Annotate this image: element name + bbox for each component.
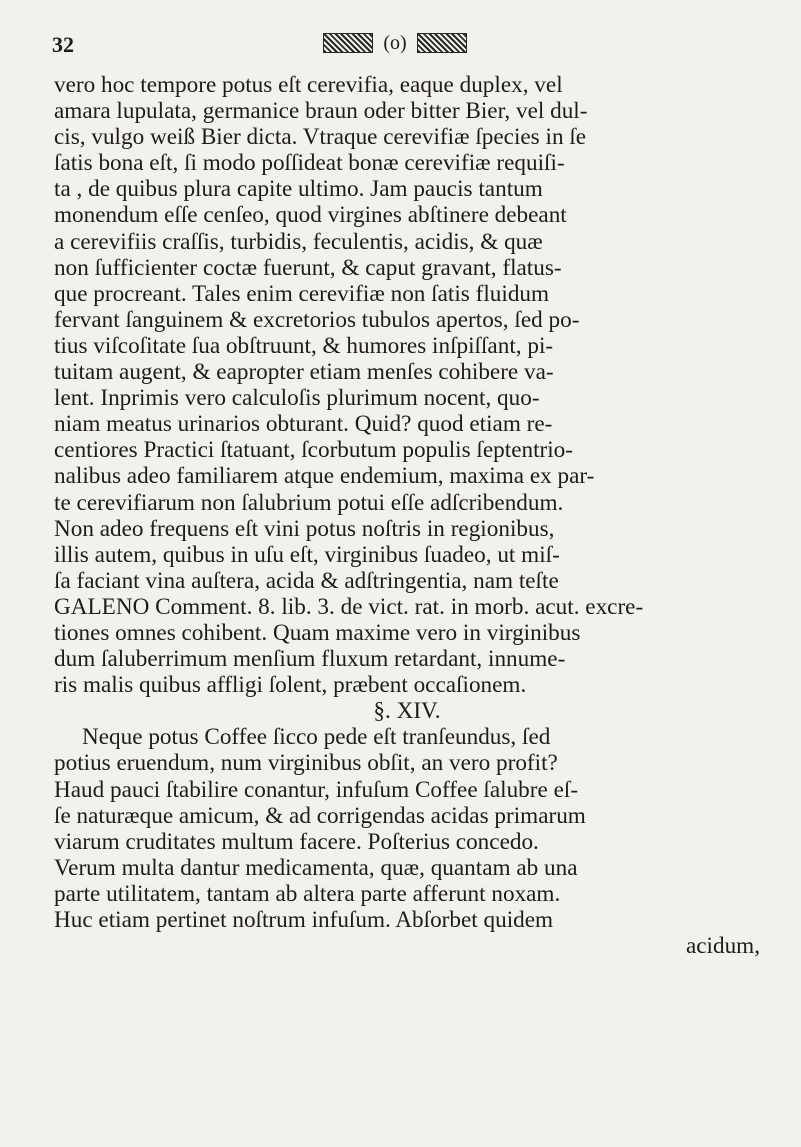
text-line: monendum eſſe cenſeo, quod virgines abſtinere debeant [54, 202, 567, 229]
text-line: que procreant. Tales enim cerevifiæ non ſatis fluidum [54, 280, 550, 307]
header-ornament [270, 30, 520, 56]
text-line: illis autem, quibus in uſu eſt, virginibus ſuadeo, ut miſ- [54, 541, 560, 568]
ornament-center: (o) [383, 31, 407, 54]
text-line: centiores Practici ſtatuant, ſcorbutum populis ſeptentrio- [54, 437, 574, 464]
text-line: ris malis quibus affligi ſolent, præbent occaſionem. [54, 672, 527, 699]
text-line: lent. Inprimis vero calculoſis plurimum nocent, quo- [54, 385, 540, 412]
text-line: Non adeo frequens eſt vini potus noſtris in regionibus, [54, 515, 555, 542]
text-line: niam meatus urinarios obturant. Quid? quod etiam re- [54, 411, 553, 438]
text-line: tius viſcoſitate ſua obſtruunt, & humores inſpiſſant, pi- [54, 332, 554, 359]
text-line: potius eruendum, num virginibus obſit, an vero profit? [54, 750, 558, 777]
ornament-left-block [323, 33, 373, 53]
text-line: ſe naturæque amicum, & ad corrigendas acidas primarum [54, 802, 586, 829]
body-text [54, 72, 760, 959]
text-line: Haud pauci ſtabilire conantur, infuſum Coffee ſalubre eſ- [54, 776, 579, 803]
text-line: ta , de quibus plura capite ultimo. Jam paucis tantum [54, 176, 543, 203]
text-line: dum ſaluberrimum menſium fluxum retardant, innume- [54, 646, 566, 673]
text-line: tuitam augent, & eapropter etiam menſes cohibere va- [54, 359, 554, 386]
text-line: a cerevifiis craſſis, turbidis, feculentis, acidis, & quæ [54, 228, 543, 255]
text-line: Neque potus Coffee ſicco pede eſt tranſeundus, ſed [82, 724, 551, 751]
section-heading: §. XIV. [373, 698, 441, 725]
text-line: tiones omnes cohibent. Quam maxime vero in virginibus [54, 619, 581, 646]
page-number: 32 [52, 32, 74, 57]
page-header [0, 28, 801, 58]
text-line: parte utilitatem, tantam ab altera parte afferunt noxam. [54, 880, 561, 907]
text-line: Verum multa dantur medicamenta, quæ, quantam ab una [54, 854, 578, 881]
text-line: nalibus adeo familiarem atque endemium, maxima ex par- [54, 463, 595, 490]
text-line: amara lupulata, germanice braun oder bitter Bier, vel dul- [54, 98, 588, 125]
text-line: ſa faciant vina auſtera, acida & adſtringentia, nam teſte [54, 567, 559, 594]
text-line: ſatis bona eſt, ſi modo poſſideat bonæ cerevifiæ requiſi- [54, 150, 565, 177]
text-line: cis, vulgo weiß Bier dicta. Vtraque cerevifiæ ſpecies in ſe [54, 124, 587, 151]
ornament-right-block [417, 33, 467, 53]
text-line: non ſufficienter coctæ fuerunt, & caput gravant, flatus- [54, 254, 562, 281]
catchword: acidum, [685, 933, 760, 960]
text-line: fervant ſanguinem & excretorios tubulos apertos, ſed po- [54, 306, 580, 333]
text-line: viarum cruditates multum facere. Poſterius concedo. [54, 828, 539, 855]
text-line: te cerevifiarum non ſalubrium potui eſſe adſcribendum. [54, 489, 564, 516]
text-line: GALENO Comment. 8. lib. 3. de vict. rat. in morb. acut. excre- [54, 593, 644, 620]
text-line: Huc etiam pertinet noſtrum infuſum. Abſorbet quidem [54, 907, 554, 933]
text-line: vero hoc tempore potus eſt cerevifia, eaque duplex, vel [54, 72, 563, 98]
